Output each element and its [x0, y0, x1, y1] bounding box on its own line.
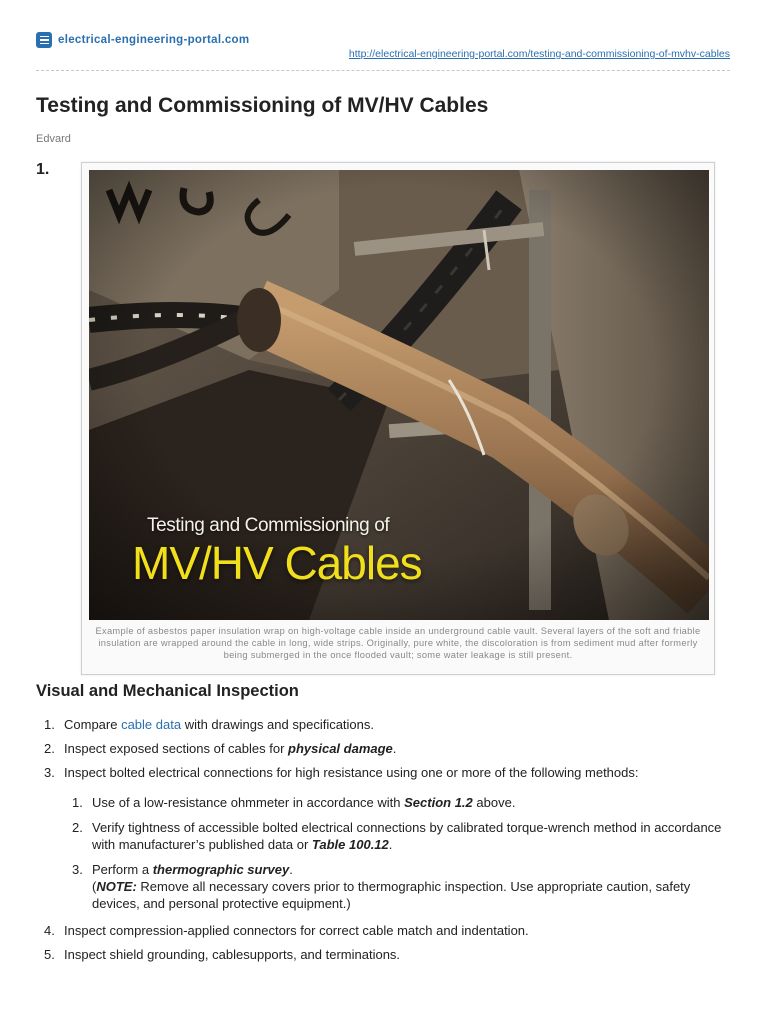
- list-item: [36, 922, 736, 939]
- page-title: Testing and Commissioning of MV/HV Cables: [36, 94, 489, 117]
- section-number: 1.: [36, 161, 50, 178]
- sublist-item: [64, 861, 736, 912]
- sublist-item-text: .: [289, 862, 293, 877]
- source-url-link[interactable]: http://electrical-engineering-portal.com/testing-and-commissioning-of-mvhv-cables: [348, 48, 730, 60]
- list-item-text: Compare: [64, 717, 122, 732]
- list-item-number: 4.: [44, 923, 55, 938]
- cable-data-link[interactable]: cable data: [121, 717, 182, 732]
- emphasis-text: physical damage: [288, 741, 393, 756]
- list-item: [36, 740, 736, 757]
- figure-caption: Example of asbestos paper insulation wrap on high-voltage cable inside an underground cable vault. Several layers of the soft and friable insulation are wrapped around the cable in long, wide strips. Originally, pure white, the discoloration is from sediment mud after formerly being submerged in the once flooded vault; some water leakage is still present.: [95, 626, 701, 660]
- list-item-text: Inspect bolted electrical connections for high resistance using one or more of the following methods:: [64, 765, 639, 780]
- emphasis-text: thermographic survey: [152, 862, 290, 877]
- list-item-number: 3.: [44, 765, 55, 780]
- sublist-item-text: Verify tightness of accessible bolted electrical connections by calibrated torque-wrench method in accordance with manufacturer’s published data or: [92, 820, 722, 852]
- emphasis-text: Section 1.2: [404, 795, 473, 810]
- photo-overlay-subtitle: Testing and Commissioning of: [147, 515, 390, 536]
- sublist-item-text: Use of a low-resistance ohmmeter in accordance with: [92, 795, 405, 810]
- sublist-item: [64, 794, 736, 811]
- list-item-text: Inspect shield grounding, cablesupports, and terminations.: [64, 947, 401, 962]
- cable-vault-photo: [89, 170, 709, 620]
- sublist-item-text: above.: [472, 795, 516, 810]
- sublist-item-number: 1.: [72, 795, 83, 810]
- sublist-item-text: Perform a: [92, 862, 153, 877]
- list-item-text: Inspect compression-applied connectors for correct cable match and indentation.: [64, 923, 529, 938]
- list-item-text: Inspect exposed sections of cables for: [64, 741, 289, 756]
- sublist-item-number: 2.: [72, 820, 83, 835]
- emphasis-text: Table 100.12: [311, 837, 389, 852]
- sublist-item-number: 3.: [72, 862, 83, 877]
- article-figure: [81, 162, 715, 675]
- list-item: [36, 946, 736, 963]
- list-item-number: 1.: [44, 717, 55, 732]
- list-item: [36, 716, 736, 733]
- list-item-text: .: [392, 741, 397, 756]
- sublist-item: [64, 819, 736, 853]
- site-header: [36, 32, 730, 60]
- section-heading: Visual and Mechanical Inspection: [36, 682, 299, 700]
- list-item-number: 2.: [44, 741, 55, 756]
- photo-overlay-title: MV/HV Cables: [132, 537, 422, 589]
- note-text: Remove all necessary covers prior to thermographic inspection. Use appropriate caution, safety devices, and personal protective equipment.): [92, 879, 691, 911]
- sublist-item-text: .: [388, 837, 393, 852]
- methods-sublist: [64, 794, 736, 912]
- inspection-list: [36, 716, 736, 970]
- header-divider: [36, 70, 730, 71]
- document-icon: [36, 32, 52, 48]
- site-brand[interactable]: [36, 32, 730, 48]
- list-item: [36, 764, 736, 912]
- author-name: Edvard: [36, 133, 71, 145]
- note-label: NOTE:: [96, 879, 137, 894]
- site-name[interactable]: electrical-engineering-portal.com: [58, 34, 250, 46]
- note-open-paren: (: [92, 879, 97, 894]
- list-item-number: 5.: [44, 947, 55, 962]
- list-item-text: with drawings and specifications.: [181, 717, 375, 732]
